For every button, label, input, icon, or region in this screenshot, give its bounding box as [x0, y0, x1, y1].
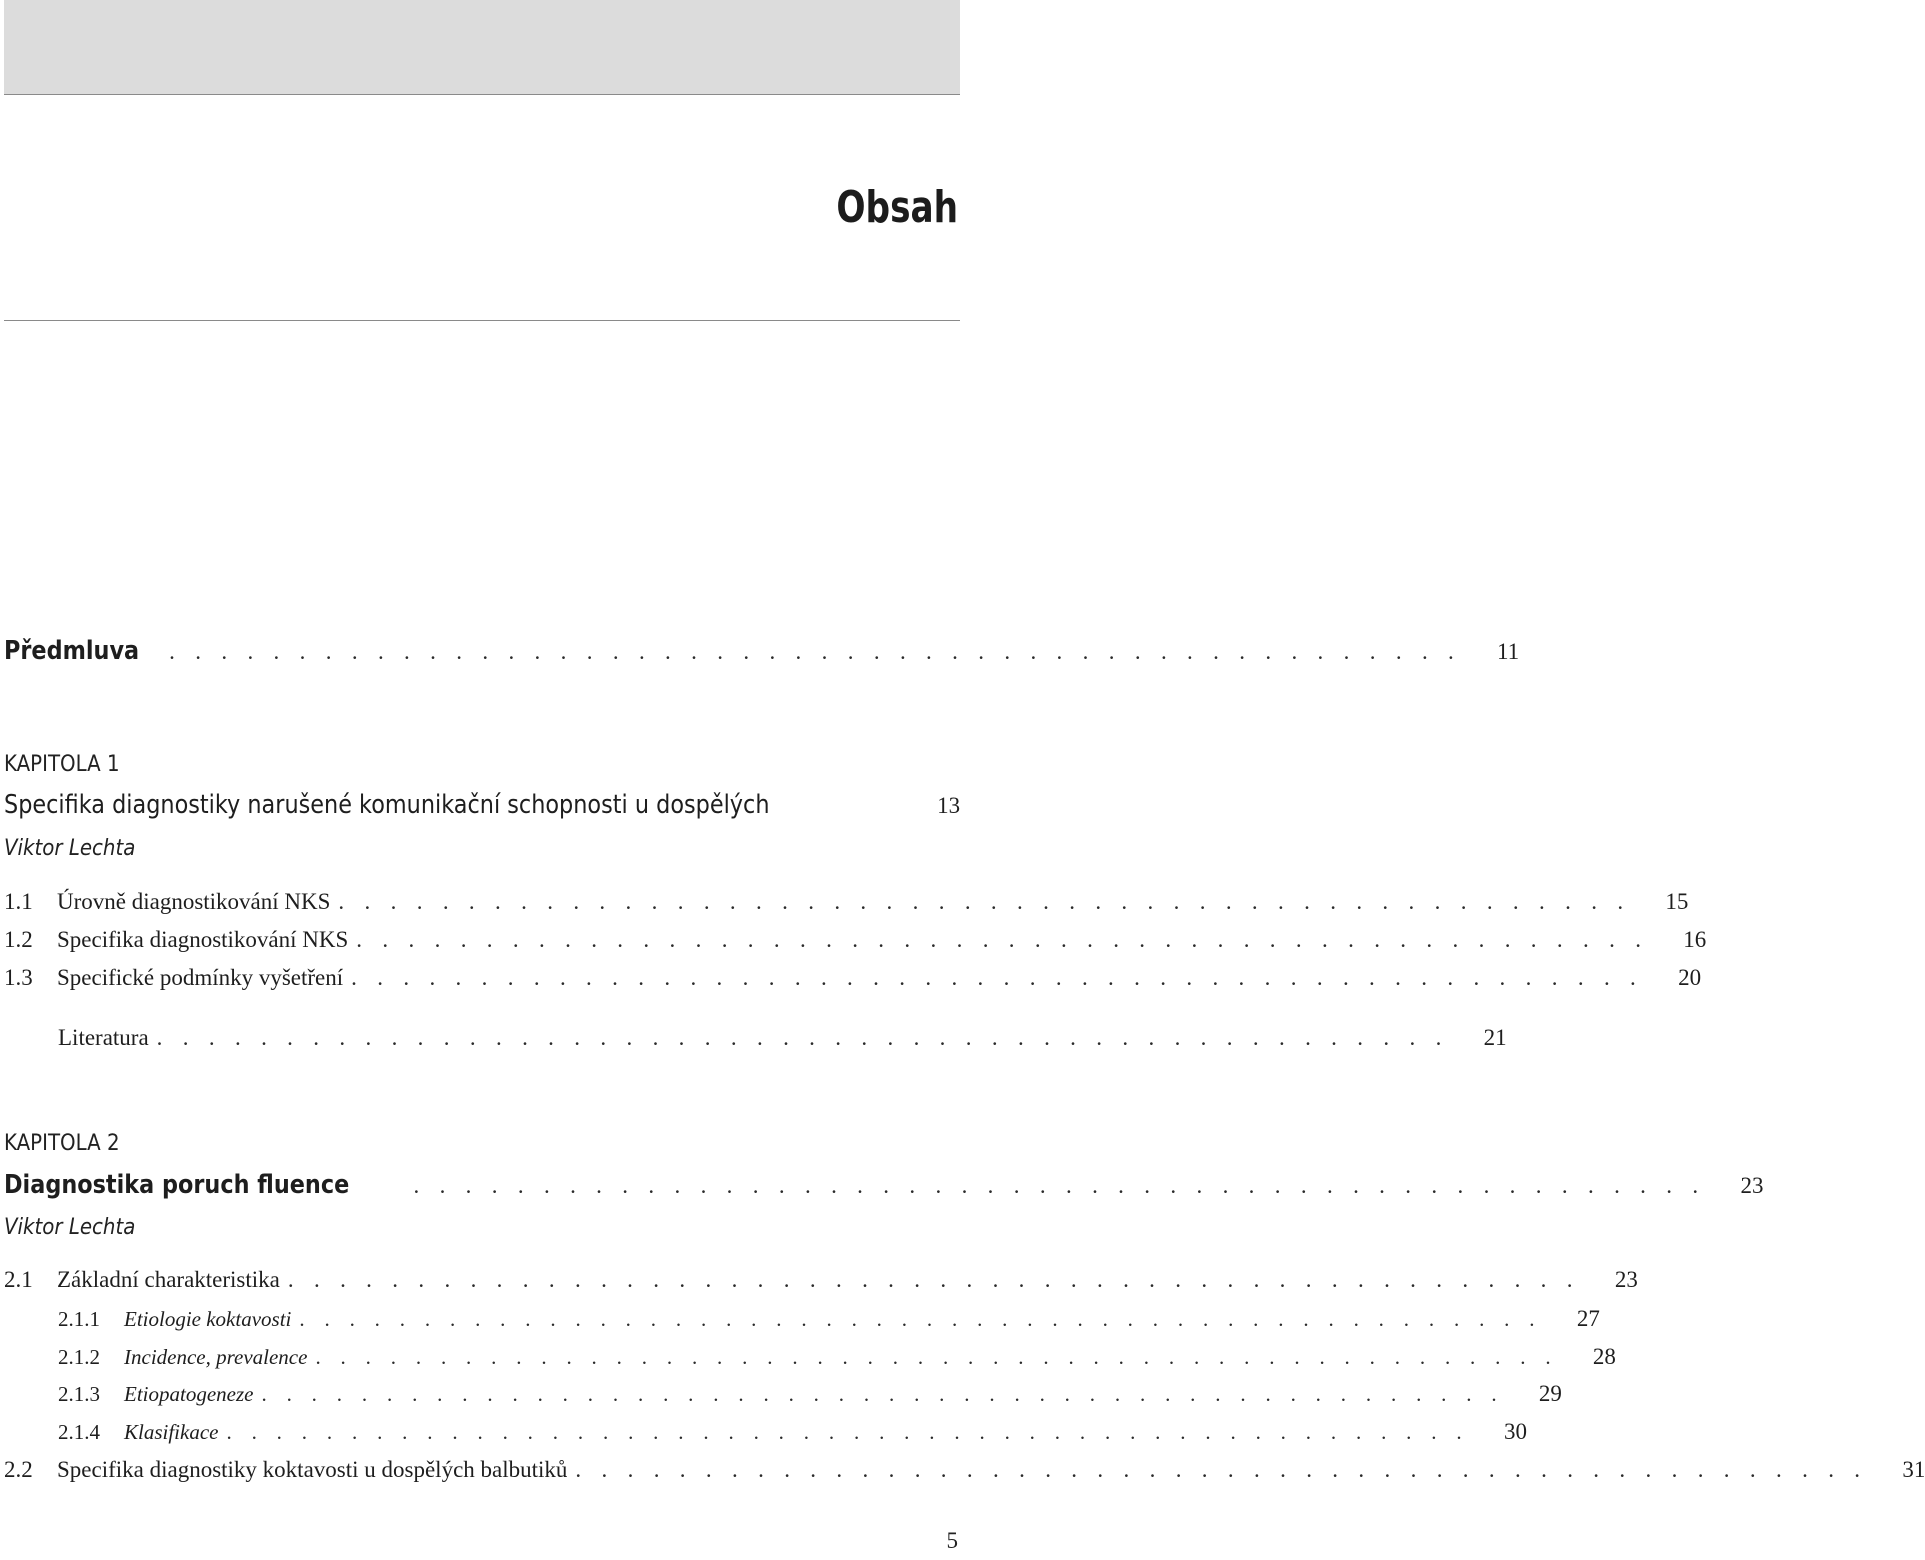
literature-label: Literatura — [58, 1025, 149, 1050]
section-title: Úrovně diagnostikování NKS — [57, 889, 331, 914]
section-number: 2.1.1 — [58, 1307, 100, 1331]
dot-leader: . . . . . . . . . . . . . . . . . . . . . . . . . . . . . . . . . . . . . . . . . . . . . . . . . . — [338, 889, 1631, 914]
toc-entry-label: Předmluva — [4, 636, 140, 666]
section-title: Etiologie koktavosti — [124, 1307, 292, 1331]
section-number: 1.3 — [4, 965, 33, 990]
toc-entry-page: 23 — [1614, 1267, 1638, 1292]
page-number: 5 — [946, 1528, 958, 1553]
toc-entry-section[interactable] — [4, 965, 1702, 991]
dot-leader: . . . . . . . . . . . . . . . . . . . . . . . . . . . . . . . . . . . . . . . . . . . . . . . . . . — [156, 1025, 1449, 1050]
toc-entry-page: 11 — [1496, 639, 1520, 664]
section-number: 2.1 — [4, 1267, 33, 1292]
toc-entry-section[interactable] — [4, 889, 1689, 915]
section-title: Etiopatogeneze — [124, 1382, 254, 1406]
toc-entry-subsection[interactable] — [4, 1419, 1527, 1445]
toc-entry-page: 16 — [1683, 927, 1707, 952]
toc-entry-subsection[interactable] — [4, 1381, 1562, 1407]
section-number: 2.2 — [4, 1457, 33, 1482]
toc-entry-page: 23 — [1740, 1173, 1764, 1198]
chapter-author: Viktor Lechta — [4, 1215, 136, 1240]
toc-entry-chapter-2[interactable] — [4, 1170, 1764, 1200]
toc-entry-chapter-1[interactable] — [4, 790, 960, 820]
toc-entry-page: 15 — [1665, 889, 1689, 914]
section-title: Specifické podmínky vyšetření — [57, 965, 344, 990]
section-number: 1.2 — [4, 927, 33, 952]
section-title: Specifika diagnostikování NKS — [57, 927, 349, 952]
toc-entry-section[interactable] — [4, 1267, 1638, 1293]
toc-entry-page: 20 — [1678, 965, 1702, 990]
header-band — [4, 0, 960, 95]
dot-leader: . . . . . . . . . . . . . . . . . . . . . . . . . . . . . . . . . . . . . . . . . . . . . . . . . . — [356, 927, 1649, 952]
title-divider — [4, 320, 960, 321]
toc-entry-subsection[interactable] — [4, 1344, 1616, 1370]
section-title: Incidence, prevalence — [124, 1345, 308, 1369]
section-title: Klasifikace — [124, 1420, 219, 1444]
dot-leader: . . . . . . . . . . . . . . . . . . . . . . . . . . . . . . . . . . . . . . . . . . . . . . . . . . — [169, 639, 1462, 664]
toc-entry-page: 30 — [1503, 1419, 1527, 1444]
page-title: Obsah — [836, 182, 958, 233]
toc-entry-section[interactable] — [4, 927, 1707, 953]
toc-entry-subsection[interactable] — [4, 1306, 1600, 1332]
chapter-label: KAPITOLA 2 — [4, 1131, 120, 1156]
dot-leader: . . . . . . . . . . . . . . . . . . . . . . . . . . . . . . . . . . . . . . . . . . . . . . . . . . — [351, 965, 1644, 990]
toc-entry-section[interactable] — [4, 1457, 1925, 1483]
dot-leader: . . . . . . . . . . . . . . . . . . . . . . . . . . . . . . . . . . . . . . . . . . . . . . . . . . — [261, 1382, 1504, 1406]
section-title: Specifika diagnostiky koktavosti u dospělých balbutiků — [57, 1457, 568, 1482]
chapter-author: Viktor Lechta — [4, 836, 136, 861]
toc-entry-page: 27 — [1576, 1306, 1600, 1331]
section-title: Základní charakteristika — [57, 1267, 280, 1292]
toc-entry-page: 21 — [1483, 1025, 1507, 1050]
section-number: 1.1 — [4, 889, 33, 914]
dot-leader: . . . . . . . . . . . . . . . . . . . . . . . . . . . . . . . . . . . . . . . . . . . . . . . . . . — [575, 1457, 1868, 1482]
toc-entry-page: 13 — [937, 793, 961, 818]
chapter-title: Specifika diagnostiky narušené komunikační schopnosti u dospělých — [4, 790, 770, 820]
dot-leader: . . . . . . . . . . . . . . . . . . . . . . . . . . . . . . . . . . . . . . . . . . . . . . . . . . — [315, 1345, 1558, 1369]
dot-leader: . . . . . . . . . . . . . . . . . . . . . . . . . . . . . . . . . . . . . . . . . . . . . . . . . . — [226, 1420, 1469, 1444]
dot-leader: . . . . . . . . . . . . . . . . . . . . . . . . . . . . . . . . . . . . . . . . . . . . . . . . . . — [413, 1173, 1706, 1198]
chapter-label: KAPITOLA 1 — [4, 752, 120, 777]
section-number: 2.1.2 — [58, 1345, 100, 1369]
chapter-title: Diagnostika poruch fluence — [4, 1170, 350, 1200]
section-number: 2.1.3 — [58, 1382, 100, 1406]
toc-entry-preface[interactable] — [4, 636, 1520, 666]
toc-entry-literature[interactable] — [4, 1025, 1507, 1051]
dot-leader: . . . . . . . . . . . . . . . . . . . . . . . . . . . . . . . . . . . . . . . . . . . . . . . . . . — [287, 1267, 1580, 1292]
toc-entry-page: 28 — [1592, 1344, 1616, 1369]
dot-leader: . . . . . . . . . . . . . . . . . . . . . . . . . . . . . . . . . . . . . . . . . . . . . . . . . . — [299, 1307, 1542, 1331]
toc-entry-page: 29 — [1538, 1381, 1562, 1406]
toc-entry-page: 31 — [1902, 1457, 1925, 1482]
section-number: 2.1.4 — [58, 1420, 100, 1444]
